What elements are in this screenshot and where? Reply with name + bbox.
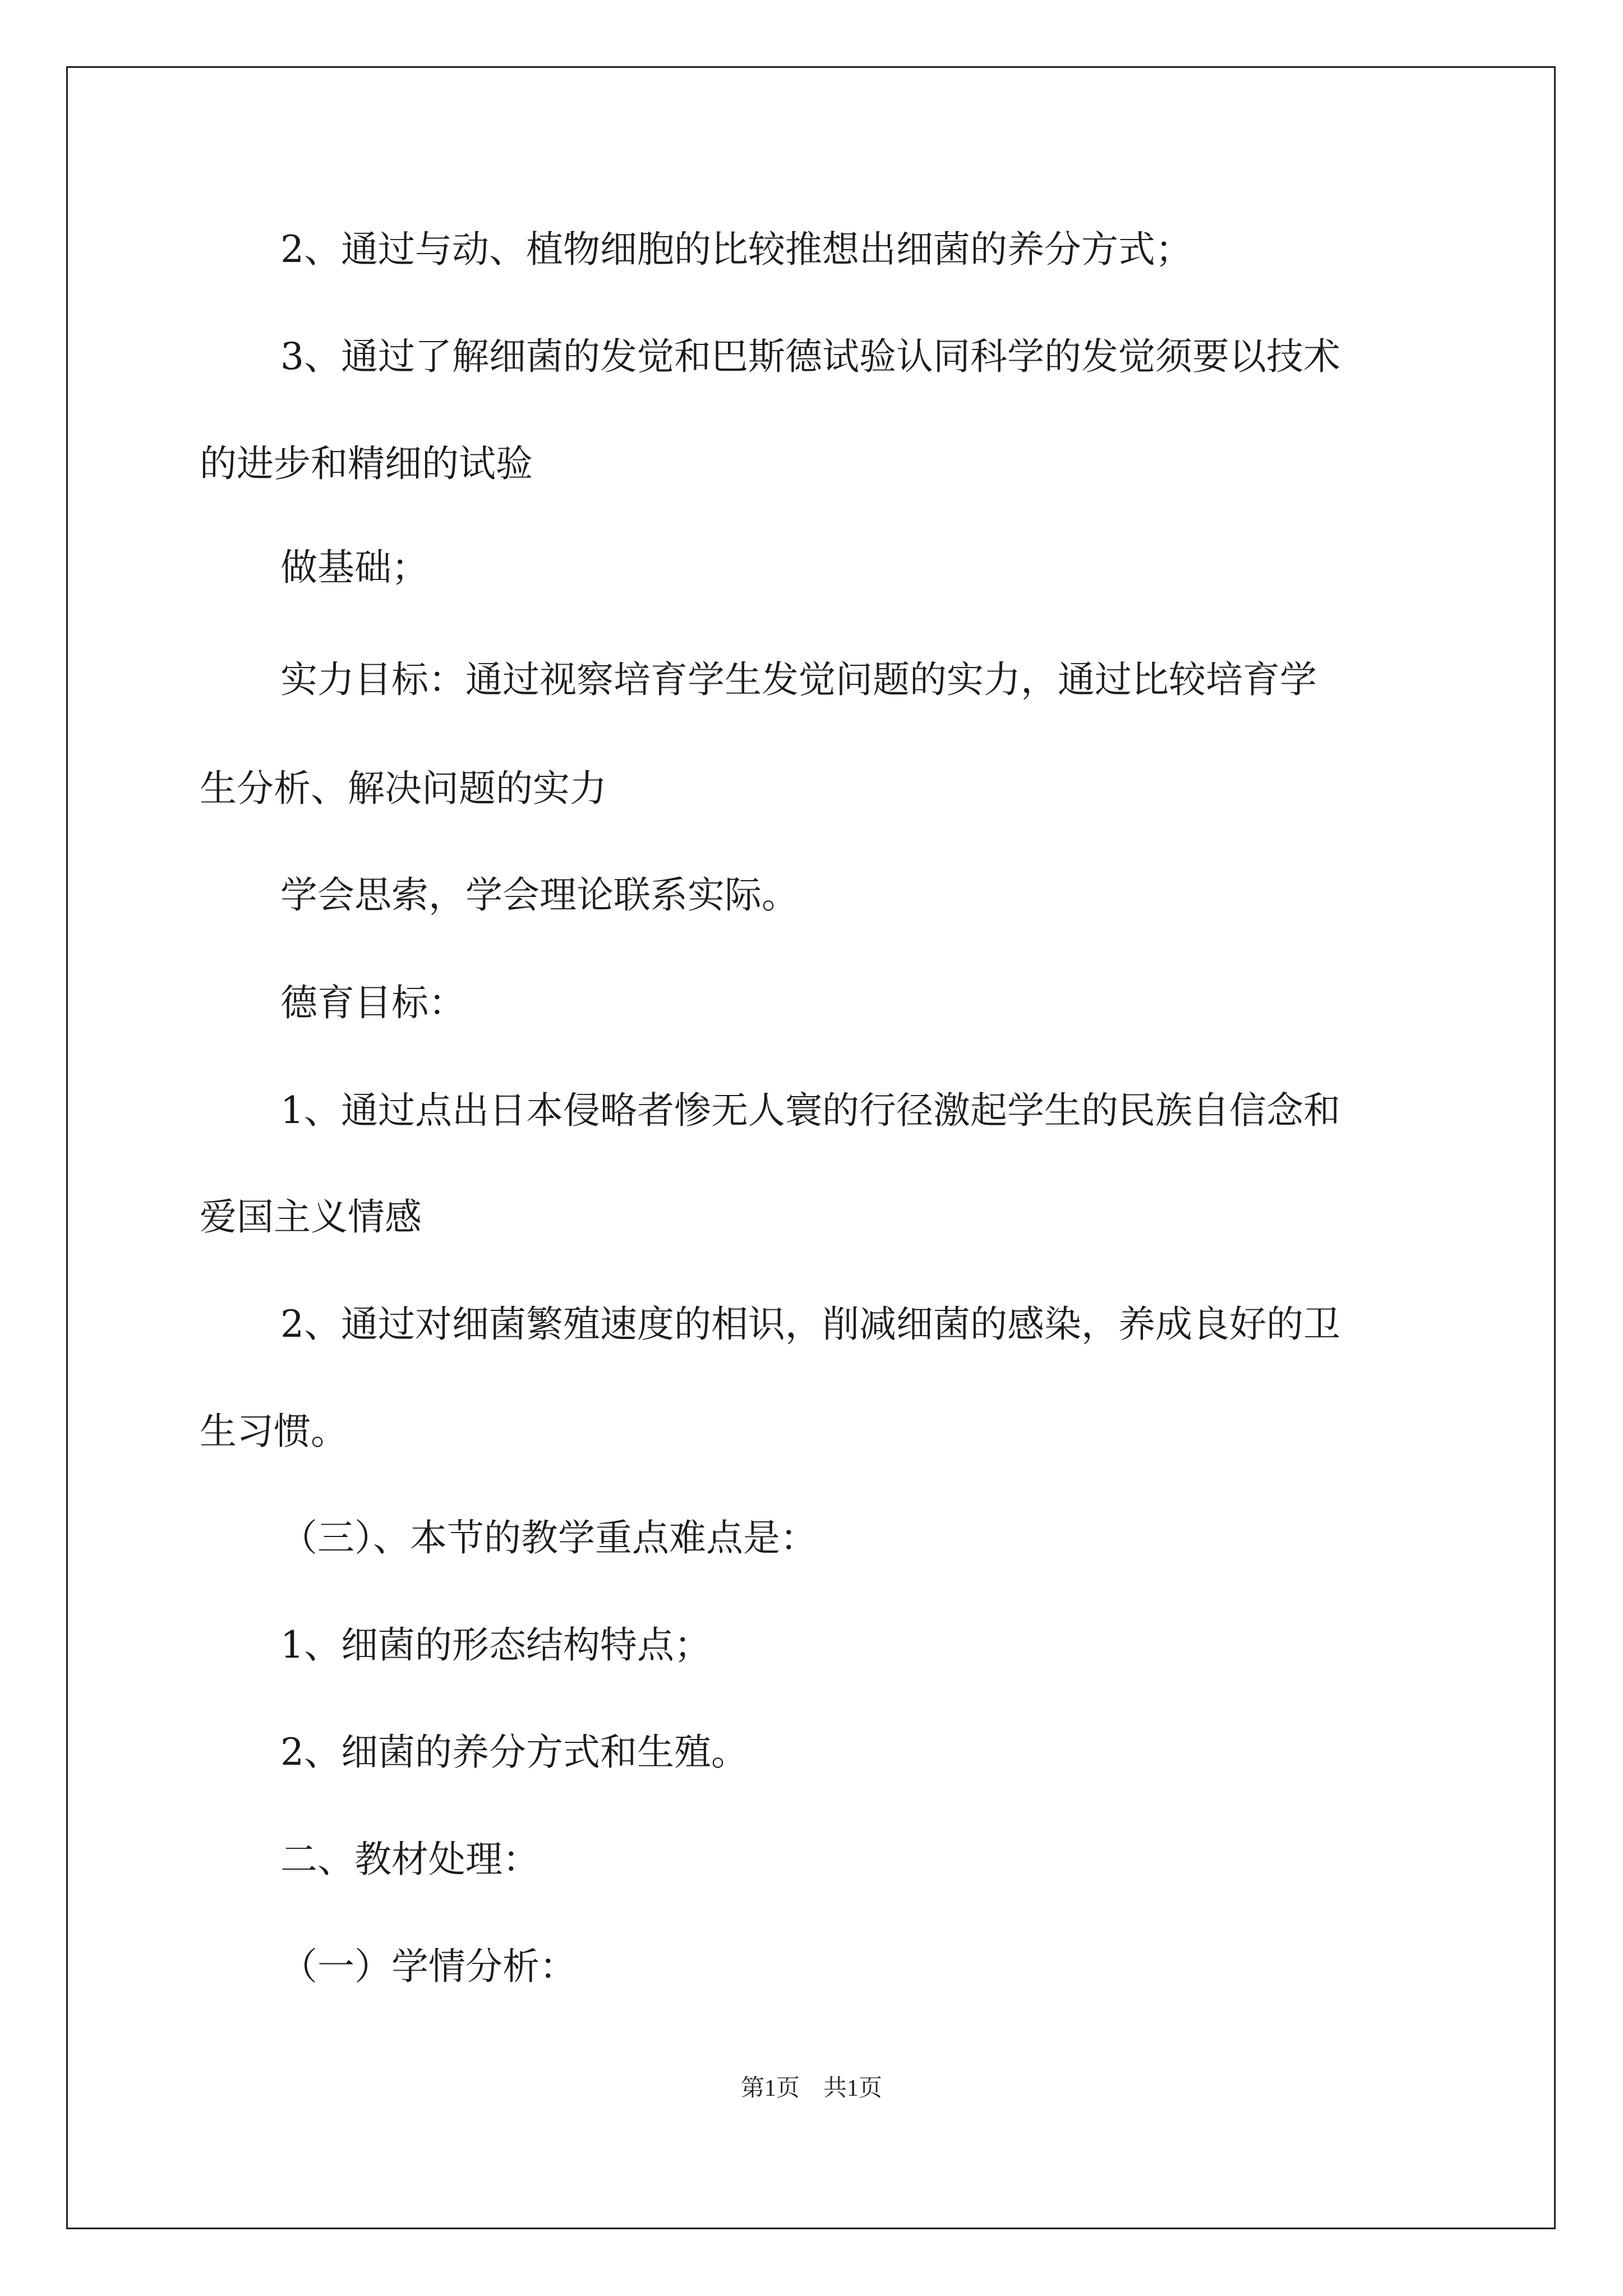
paragraph-line: 3、通过了解细菌的发觉和巴斯德试验认同科学的发觉须要以技术 — [280, 335, 1340, 378]
paragraph-line: 爱国主义情感 — [200, 1195, 422, 1239]
paragraph-line: 2、细菌的养分方式和生殖。 — [280, 1731, 748, 1774]
paragraph-line: 2、通过对细菌繁殖速度的相识，削减细菌的感染，养成良好的卫 — [280, 1303, 1340, 1346]
document-body — [200, 0, 1433, 2296]
paragraph-line: 1、细菌的形态结构特点； — [280, 1623, 711, 1667]
paragraph-line: 生习惯。 — [200, 1410, 348, 1453]
page-footer: 第1页 共1页 — [740, 2076, 882, 2101]
paragraph-line: 学会思索，学会理论联系实际。 — [280, 873, 799, 917]
paragraph-line: 的进步和精细的试验 — [200, 442, 533, 485]
paragraph-line: 二、教材处理： — [280, 1838, 540, 1881]
paragraph-line: （三）、本节的教学重点难点是： — [280, 1516, 817, 1559]
paragraph-line: 实力目标：通过视察培育学生发觉问题的实力，通过比较培育学 — [280, 658, 1317, 701]
paragraph-line: 生分析、解决问题的实力 — [200, 767, 607, 810]
paragraph-line: （一）学情分析： — [280, 1945, 577, 1988]
paragraph-line: 做基础； — [280, 546, 428, 589]
paragraph-line: 1、通过点出日本侵略者惨无人寰的行径激起学生的民族自信念和 — [280, 1089, 1340, 1132]
paragraph-line: 德育目标： — [280, 981, 465, 1024]
paragraph-line: 2、通过与动、植物细胞的比较推想出细菌的养分方式； — [280, 228, 1192, 271]
